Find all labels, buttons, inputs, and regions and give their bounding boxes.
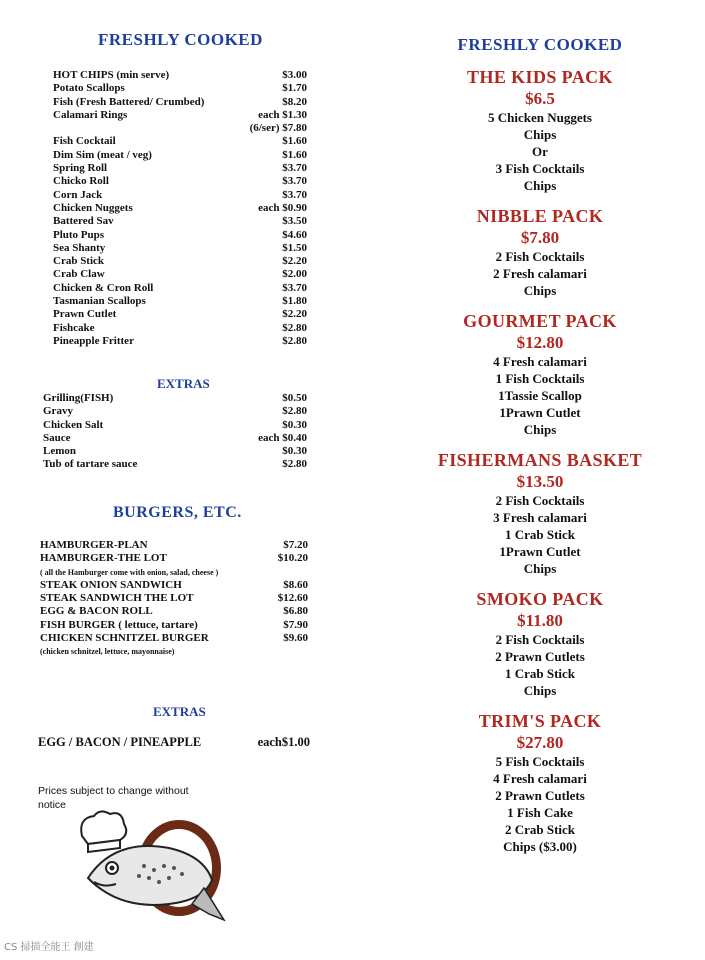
- burger-item-row: [40, 566, 308, 579]
- menu-item-price: $3.70: [282, 188, 307, 201]
- menu-item-row: [53, 229, 307, 242]
- pack-item: 5 Fish Cocktails: [495, 754, 585, 769]
- right-title: FRESHLY COOKED: [457, 35, 623, 54]
- menu-item-row: [53, 82, 307, 95]
- pack-block: [410, 206, 670, 299]
- menu-item-name: HOT CHIPS (min serve): [53, 69, 170, 81]
- menu-item-price: $1.60: [282, 148, 307, 161]
- menu-item-price: $2.20: [282, 255, 307, 268]
- extra-item-name: Sauce: [43, 431, 71, 444]
- pack-price: $7.80: [520, 228, 560, 247]
- burger-item-name: FISH BURGER ( lettuce, tartare): [40, 618, 198, 631]
- pack-price: $6.5: [525, 89, 555, 108]
- chef-fish-logo: [74, 808, 244, 933]
- extras2-title: EXTRAS: [153, 704, 206, 719]
- burger-item-name: STEAK ONION SANDWICH: [40, 578, 182, 591]
- pack-item: 1Tassie Scallop: [498, 388, 582, 403]
- extra-item-price: $0.30: [282, 445, 307, 458]
- menu-item-row: [53, 215, 307, 228]
- pack-item: 3 Fish Cocktails: [495, 161, 585, 176]
- pack-item: 1 Fish Cocktails: [495, 371, 585, 386]
- burger-item-price: $12.60: [277, 592, 308, 605]
- menu-item-name: Pluto Pups: [53, 228, 105, 241]
- menu-item-row: [53, 255, 307, 268]
- price-note: Prices subject to change without notice: [38, 785, 189, 811]
- pack-item: 3 Fresh calamari: [493, 510, 587, 525]
- pack-block: [410, 311, 670, 438]
- pack-block: [410, 67, 670, 194]
- burger-item-name: EGG & BACON ROLL: [40, 605, 153, 618]
- burger-item-name: ( all the Hamburger come with onion, salad, cheese ): [40, 567, 219, 577]
- pack-item: Chips: [523, 178, 557, 193]
- burger-item-row: [40, 645, 308, 658]
- menu-item-row: [53, 202, 307, 215]
- menu-item-row: [53, 308, 307, 321]
- extras2-price: each$1.00: [257, 735, 310, 749]
- menu-item-name: Battered Sav: [53, 215, 114, 228]
- burgers-list: [40, 539, 308, 659]
- pack-item: Chips: [523, 283, 557, 298]
- pack-item: 1 Fish Cake: [507, 805, 573, 820]
- menu-item-name: Fishcake: [53, 321, 95, 334]
- extra-item-name: Gravy: [43, 405, 73, 418]
- pack-item: Or: [532, 144, 548, 159]
- pack-price: $13.50: [516, 472, 564, 491]
- menu-item-row: [53, 335, 307, 348]
- burger-item-price: $9.60: [283, 632, 308, 645]
- pack-item: 2 Prawn Cutlets: [495, 788, 585, 803]
- pack-name: NIBBLE PACK: [476, 206, 604, 226]
- extra-item-price: $0.50: [282, 392, 307, 404]
- burger-item-price: $7.20: [283, 539, 308, 551]
- burger-item-row: [40, 619, 308, 632]
- menu-item-row: [53, 268, 307, 281]
- extra-item-name: Chicken Salt: [43, 418, 104, 431]
- menu-item-name: Corn Jack: [53, 188, 103, 201]
- burger-item-name: HAMBURGER-THE LOT: [40, 552, 167, 565]
- pack-item: 1 Crab Stick: [504, 666, 576, 681]
- menu-item-name: Dim Sim (meat / veg): [53, 148, 152, 161]
- pack-item: 4 Fresh calamari: [493, 771, 587, 786]
- menu-item-price: (6/ser) $7.80: [249, 122, 307, 135]
- pack-item: 2 Fresh calamari: [493, 266, 587, 281]
- menu-item-price: $3.70: [282, 175, 307, 188]
- pack-price: $27.80: [516, 733, 564, 752]
- menu-item-row: [53, 295, 307, 308]
- menu-item-price: $8.20: [282, 95, 307, 108]
- pack-name: TRIM'S PACK: [478, 711, 602, 731]
- menu-item-row: [53, 162, 307, 175]
- menu-item-price: $1.50: [282, 241, 307, 254]
- menu-item-row: [53, 322, 307, 335]
- burger-item-row: [40, 579, 308, 592]
- menu-item-price: $2.80: [282, 334, 307, 347]
- extra-item-row: [43, 432, 307, 445]
- burger-item-name: (chicken schnitzel, lettuce, mayonnaise): [40, 647, 175, 657]
- burger-item-name: HAMBURGER-PLAN: [40, 539, 148, 551]
- extra-item-row: [43, 392, 307, 405]
- menu-item-price: $4.60: [282, 228, 307, 241]
- menu-item-row: [53, 282, 307, 295]
- menu-item-price: $1.70: [282, 82, 307, 95]
- pack-item: 2 Prawn Cutlets: [495, 649, 585, 664]
- menu-item-name: Fish Cocktail: [53, 135, 116, 148]
- menu-item-price: $3.70: [282, 162, 307, 175]
- extra-item-row: [43, 458, 307, 471]
- burger-item-price: $10.20: [277, 552, 308, 565]
- menu-item-row: [53, 69, 307, 82]
- pack-item: Chips: [523, 683, 557, 698]
- menu-item-name: Fish (Fresh Battered/ Crumbed): [53, 95, 205, 108]
- menu-item-price: $2.20: [282, 308, 307, 321]
- burger-item-row: [40, 605, 308, 618]
- pack-item: 1Prawn Cutlet: [499, 544, 581, 559]
- menu-item-name: Calamari Rings: [53, 108, 128, 121]
- burger-item-row: [40, 552, 308, 565]
- menu-item-price: each $1.30: [258, 108, 307, 121]
- menu-item-price: $2.80: [282, 321, 307, 334]
- menu-item-price: $1.60: [282, 135, 307, 148]
- pack-name: THE KIDS PACK: [467, 67, 613, 87]
- menu-item-name: Chicken Nuggets: [53, 201, 133, 214]
- pack-name: FISHERMANS BASKET: [437, 450, 643, 470]
- burger-item-row: [40, 632, 308, 645]
- pack-item: 4 Fresh calamari: [493, 354, 587, 369]
- menu-item-price: $1.80: [282, 295, 307, 308]
- menu-item-name: Crab Stick: [53, 255, 105, 268]
- menu-item-name: Chicko Roll: [53, 175, 109, 188]
- menu-item-price: $3.50: [282, 215, 307, 228]
- pack-item: 1Prawn Cutlet: [499, 405, 581, 420]
- pack-item: Chips: [523, 561, 557, 576]
- pack-name: SMOKO PACK: [476, 589, 604, 609]
- pack-block: [410, 450, 670, 577]
- menu-item-name: Sea Shanty: [53, 241, 106, 254]
- pack-item: Chips: [523, 422, 557, 437]
- menu-item-row: [53, 175, 307, 188]
- burgers-title: BURGERS, ETC.: [113, 504, 242, 521]
- extras-title: EXTRAS: [157, 376, 210, 391]
- burger-item-price: $8.60: [283, 578, 308, 591]
- pack-item: 2 Fish Cocktails: [495, 632, 585, 647]
- burger-item-name: CHICKEN SCHNITZEL BURGER: [40, 632, 209, 645]
- scan-watermark: CS 掃描全能王 創建: [4, 942, 94, 953]
- extra-item-name: Tub of tartare sauce: [43, 458, 138, 471]
- pack-item: 2 Fish Cocktails: [495, 249, 585, 264]
- menu-item-name: Spring Roll: [53, 162, 108, 175]
- pack-item: 2 Fish Cocktails: [495, 493, 585, 508]
- pack-price: $12.80: [516, 333, 564, 352]
- burger-item-name: STEAK SANDWICH THE LOT: [40, 592, 194, 605]
- pack-item: 2 Crab Stick: [504, 822, 576, 837]
- menu-item-row: [53, 135, 307, 148]
- menu-item-row: [53, 122, 307, 135]
- pack-item: 5 Chicken Nuggets: [487, 110, 592, 125]
- pack-item: Chips: [523, 127, 557, 142]
- extra-item-name: Grilling(FISH): [43, 392, 114, 404]
- menu-item-name: Potato Scallops: [53, 82, 125, 95]
- freshly-cooked-list: [53, 69, 307, 348]
- menu-item-price: $2.00: [282, 268, 307, 281]
- menu-item-name: Crab Claw: [53, 268, 105, 281]
- menu-item-name: Prawn Cutlet: [53, 308, 117, 321]
- menu-item-name: Tasmanian Scallops: [53, 295, 146, 308]
- extra-item-price: $2.80: [282, 458, 307, 471]
- pack-item: Chips ($3.00): [503, 839, 577, 854]
- menu-item-name: Chicken & Cron Roll: [53, 281, 154, 294]
- extra-item-row: [43, 445, 307, 458]
- extras2-row: [38, 736, 310, 752]
- burger-item-price: $7.90: [283, 618, 308, 631]
- extra-item-row: [43, 405, 307, 418]
- menu-item-price: $3.70: [282, 281, 307, 294]
- extras-list: [43, 392, 307, 472]
- left-title: FRESHLY COOKED: [98, 30, 263, 49]
- pack-name: GOURMET PACK: [463, 311, 617, 331]
- pack-block: [410, 589, 670, 699]
- extra-item-price: $2.80: [282, 405, 307, 418]
- extra-item-price: each $0.40: [258, 431, 307, 444]
- menu-item-row: [53, 149, 307, 162]
- menu-item-row: [53, 189, 307, 202]
- pack-item: 1 Crab Stick: [504, 527, 576, 542]
- menu-item-row: [53, 242, 307, 255]
- extra-item-price: $0.30: [282, 418, 307, 431]
- extra-item-name: Lemon: [43, 445, 76, 458]
- burger-item-row: [40, 592, 308, 605]
- burger-item-price: $6.80: [283, 605, 308, 618]
- pack-block: [410, 711, 670, 855]
- menu-item-price: each $0.90: [258, 201, 307, 214]
- menu-item-row: [53, 96, 307, 109]
- extra-item-row: [43, 419, 307, 432]
- menu-item-price: $3.00: [282, 69, 307, 81]
- menu-item-row: [53, 109, 307, 122]
- packs-column: [410, 35, 670, 855]
- pack-price: $11.80: [517, 611, 563, 630]
- burger-item-row: [40, 539, 308, 552]
- extras2-item: EGG / BACON / PINEAPPLE: [38, 735, 202, 749]
- menu-item-name: Pineapple Fritter: [53, 334, 134, 347]
